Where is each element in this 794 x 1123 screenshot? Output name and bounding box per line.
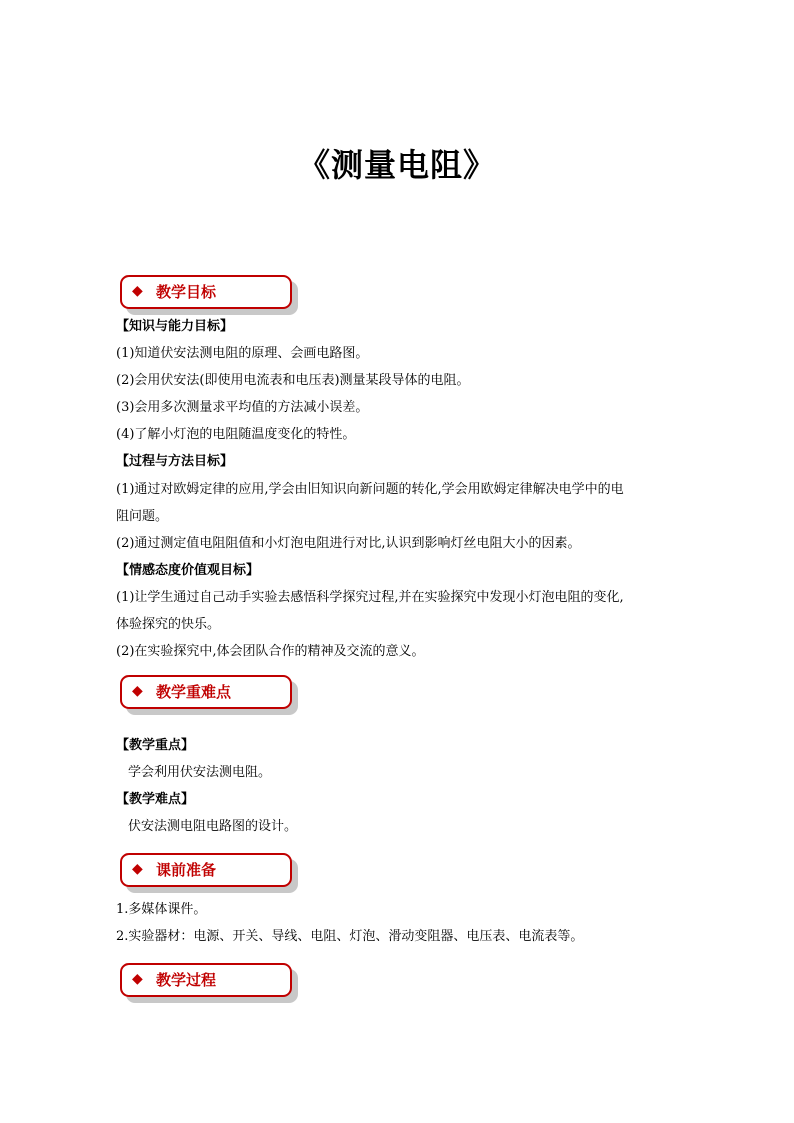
section-heading: 教学目标 xyxy=(156,283,217,301)
section-heading: 教学过程 xyxy=(156,971,217,989)
text-line: 体验探究的快乐。 xyxy=(116,617,221,632)
text-line: (2)通过测定值电阻阻值和小灯泡电阻进行对比,认识到影响灯丝电阻大小的因素。 xyxy=(116,536,581,551)
subheading-focus: 【教学重点】 xyxy=(116,738,195,753)
text-line: 阻问题。 xyxy=(116,509,169,524)
text-line: (1)让学生通过自己动手实验去感悟科学探究过程,并在实验探究中发现小灯泡电阻的变化, xyxy=(116,590,624,605)
diamond-icon: ◆ xyxy=(132,971,143,987)
text-line: 1.多媒体课件。 xyxy=(116,902,207,917)
section-header-prep xyxy=(120,853,306,893)
text-line: 学会利用伏安法测电阻。 xyxy=(128,765,272,780)
subheading-emotion: 【情感态度价值观目标】 xyxy=(116,563,260,578)
text-line: (1)知道伏安法测电阻的原理、会画电路图。 xyxy=(116,346,369,361)
text-line: (2)会用伏安法(即使用电流表和电压表)测量某段导体的电阻。 xyxy=(116,373,470,388)
text-line: 伏安法测电阻电路图的设计。 xyxy=(128,819,298,834)
text-line: (4)了解小灯泡的电阻随温度变化的特性。 xyxy=(116,427,356,442)
subheading-knowledge: 【知识与能力目标】 xyxy=(116,319,234,334)
subheading-process: 【过程与方法目标】 xyxy=(116,454,234,469)
text-line: (2)在实验探究中,体会团队合作的精神及交流的意义。 xyxy=(116,644,425,659)
page-title: 《测量电阻》 xyxy=(297,146,496,184)
text-line: (1)通过对欧姆定律的应用,学会由旧知识向新问题的转化,学会用欧姆定律解决电学中的电 xyxy=(116,482,624,497)
diamond-icon: ◆ xyxy=(132,283,143,299)
text-line: (3)会用多次测量求平均值的方法减小误差。 xyxy=(116,400,369,415)
section-header-process xyxy=(120,963,306,1003)
section-heading: 教学重难点 xyxy=(156,683,232,701)
section-heading: 课前准备 xyxy=(156,861,217,879)
diamond-icon: ◆ xyxy=(132,861,143,877)
subheading-difficulty: 【教学难点】 xyxy=(116,792,195,807)
section-header-keypoints xyxy=(120,675,306,715)
text-line: 2.实验器材：电源、开关、导线、电阻、灯泡、滑动变阻器、电压表、电流表等。 xyxy=(116,929,584,944)
diamond-icon: ◆ xyxy=(132,683,143,699)
section-header-goals xyxy=(120,275,306,315)
